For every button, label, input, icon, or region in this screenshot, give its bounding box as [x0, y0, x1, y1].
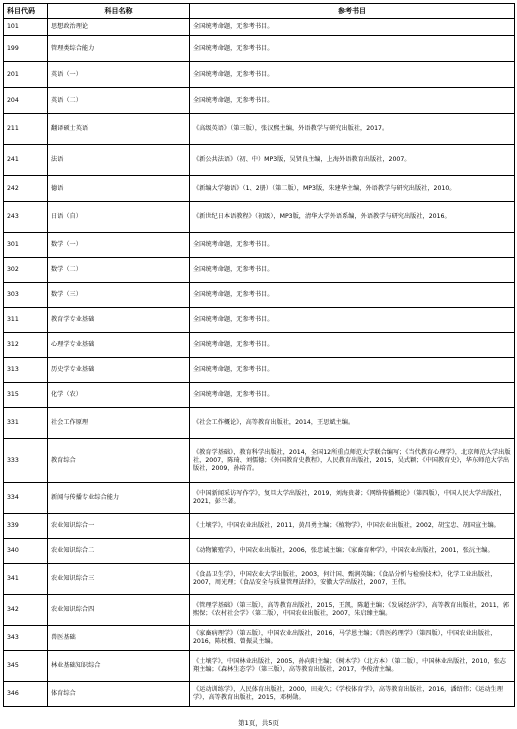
subject-code-cell: 211	[4, 114, 48, 145]
subject-code-cell: 101	[4, 19, 48, 36]
subject-name-cell: 社会工作原理	[48, 408, 190, 439]
subject-name-cell: 历史学专业基础	[48, 358, 190, 383]
subject-code-cell: 311	[4, 308, 48, 333]
table-row	[4, 439, 515, 483]
subject-code-cell: 199	[4, 36, 48, 62]
reference-cell: 《教育学基础》，教育科学出版社，2014，全国12所重点师范大学联合编写；《当代教育心理学》，北京师范大学出版社，2007，陈琦、刘儒德；《外国教育史教程》，人民教育出版社，2015，吴式颖；《中国教育史》，华东师范大学出版社，2009，孙培青。	[190, 439, 515, 483]
subject-code-cell: 343	[4, 626, 48, 651]
subject-code-cell: 313	[4, 358, 48, 383]
table-row	[4, 383, 515, 408]
subject-code-cell: 241	[4, 145, 48, 176]
subject-code-cell: 303	[4, 283, 48, 308]
subject-code-cell: 341	[4, 564, 48, 595]
subject-code-cell: 312	[4, 333, 48, 358]
subject-code-cell: 340	[4, 539, 48, 564]
subject-name-cell: 农业知识综合二	[48, 539, 190, 564]
subject-code-cell: 333	[4, 439, 48, 483]
subject-name-cell: 英语（二）	[48, 88, 190, 114]
table-row	[4, 202, 515, 233]
table-row	[4, 145, 515, 176]
table-row	[4, 595, 515, 626]
subject-name-cell: 农业知识综合三	[48, 564, 190, 595]
subject-code-cell: 345	[4, 651, 48, 682]
reference-cell: 《高级英语》（第三版），张汉熙主编，外语教学与研究出版社，2017。	[190, 114, 515, 145]
subject-name-cell: 德语	[48, 176, 190, 202]
subject-code-cell: 242	[4, 176, 48, 202]
reference-cell: 全国统考命题，无参考书目。	[190, 358, 515, 383]
reference-cell: 全国统考命题，无参考书目。	[190, 62, 515, 88]
table-row	[4, 564, 515, 595]
subject-name-cell: 英语（一）	[48, 62, 190, 88]
subject-name-cell: 化学（农）	[48, 383, 190, 408]
reference-cell: 《新公共法语》（初、中）MP3版，吴贤良主编，上海外语教育出版社，2007。	[190, 145, 515, 176]
subject-name-cell: 心理学专业基础	[48, 333, 190, 358]
table-row	[4, 539, 515, 564]
header-subject-name: 科目名称	[48, 4, 190, 19]
table-row	[4, 19, 515, 36]
subject-code-cell: 315	[4, 383, 48, 408]
header-subject-code: 科目代码	[4, 4, 48, 19]
subject-name-cell: 法语	[48, 145, 190, 176]
subject-name-cell: 翻译硕士英语	[48, 114, 190, 145]
subject-code-cell: 346	[4, 682, 48, 707]
subject-name-cell: 管理类综合能力	[48, 36, 190, 62]
subject-code-cell: 301	[4, 233, 48, 258]
table-row	[4, 358, 515, 383]
subject-name-cell: 数学（三）	[48, 283, 190, 308]
table-row	[4, 62, 515, 88]
reference-cell: 全国统考命题，无参考书目。	[190, 383, 515, 408]
subject-name-cell: 数学（一）	[48, 233, 190, 258]
reference-cell: 《土壤学》，中国农业出版社，2011，黄昌勇主编；《植物学》，中国农业出版社，2002，胡宝忠、胡国宣主编。	[190, 514, 515, 539]
reference-cell: 全国统考命题，无参考书目。	[190, 233, 515, 258]
reference-cell: 全国统考命题，无参考书目。	[190, 88, 515, 114]
table-row	[4, 651, 515, 682]
subject-name-cell: 兽医基础	[48, 626, 190, 651]
subject-code-cell: 334	[4, 483, 48, 514]
subject-name-cell: 农业知识综合一	[48, 514, 190, 539]
table-row	[4, 308, 515, 333]
table-row	[4, 258, 515, 283]
header-reference-books: 参考书目	[190, 4, 515, 19]
subject-name-cell: 新闻与传播专业综合能力	[48, 483, 190, 514]
subject-code-cell: 302	[4, 258, 48, 283]
table-row	[4, 682, 515, 707]
page-footer: 第1页，共5页	[238, 719, 279, 727]
subject-name-cell: 日语（自）	[48, 202, 190, 233]
reference-cell: 全国统考命题，无参考书目。	[190, 36, 515, 62]
reference-cell: 《管理学基础》（第三版），高等教育出版社，2015，王凯，陈超主编；《发展经济学》，高等教育出版社，2011，郭熙保；《农村社会学》（第二版），中国农业出版社，2007，朱启臻主编。	[190, 595, 515, 626]
reference-cell: 《土壤学》，中国林业出版社，2005，孙向阳主编；《树木学》（北方本）（第二版），中国林业出版社，2010，张志翔主编；《森林生态学》（第三版），高等教育出版社，2017，李俊清主编。	[190, 651, 515, 682]
table-row	[4, 283, 515, 308]
table-row	[4, 176, 515, 202]
table-row	[4, 626, 515, 651]
subject-name-cell: 教育综合	[48, 439, 190, 483]
table-row	[4, 88, 515, 114]
table-body	[4, 19, 515, 707]
reference-cell: 全国统考命题，无参考书目。	[190, 19, 515, 36]
subject-name-cell: 林业基础知识综合	[48, 651, 190, 682]
subject-code-cell: 201	[4, 62, 48, 88]
reference-cell: 《动物繁殖学》，中国农业出版社，2006，张忠诚主编；《家畜育种学》，中国农业出版社，2001，张沅主编。	[190, 539, 515, 564]
reference-cell: 《食品卫生学》，中国农业大学出版社，2003，何计国、甄润英编；《食品分析与检验技术》，化学工业出版社，2007，周光理；《食品安全与质量管理法律》，安徽大学出版社，2007，王伟。	[190, 564, 515, 595]
subject-name-cell: 数学（二）	[48, 258, 190, 283]
table-row	[4, 514, 515, 539]
reference-cell: 《家畜病理学》（第五版），中国农业出版社，2016，马学恩主编；《兽医药理学》（第四版），中国农业出版社，2016，陈杖榴、曾振灵主编。	[190, 626, 515, 651]
table-row	[4, 483, 515, 514]
subject-name-cell: 教育学专业基础	[48, 308, 190, 333]
reference-cell: 全国统考命题，无参考书目。	[190, 308, 515, 333]
subject-name-cell: 思想政治理论	[48, 19, 190, 36]
subject-code-cell: 204	[4, 88, 48, 114]
reference-cell: 全国统考命题，无参考书目。	[190, 258, 515, 283]
reference-cell: 《新编大学德语》（1、2册）（第二版），MP3版，朱建华主编，外语教学与研究出版社，2010。	[190, 176, 515, 202]
reference-book-table	[3, 3, 515, 707]
table-row	[4, 333, 515, 358]
reference-cell: 全国统考命题，无参考书目。	[190, 333, 515, 358]
table-row	[4, 114, 515, 145]
subject-code-cell: 342	[4, 595, 48, 626]
subject-code-cell: 243	[4, 202, 48, 233]
subject-code-cell: 331	[4, 408, 48, 439]
reference-cell: 《社会工作概论》，高等教育出版社，2014，王思斌主编。	[190, 408, 515, 439]
reference-cell: 《新世纪日本语教程》（初级），MP3版，清华大学外语系编，外语教学与研究出版社，2016。	[190, 202, 515, 233]
table-row	[4, 36, 515, 62]
table-row	[4, 233, 515, 258]
subject-code-cell: 339	[4, 514, 48, 539]
table-header-row	[4, 4, 515, 19]
reference-cell: 《中国新闻采访写作学》，复旦大学出版社，2019，刘海贵著；《网络传播概论》（第四版），中国人民大学出版社，2021，彭兰著。	[190, 483, 515, 514]
reference-cell: 全国统考命题，无参考书目。	[190, 283, 515, 308]
subject-name-cell: 农业知识综合四	[48, 595, 190, 626]
reference-cell: 《运动训练学》，人民体育出版社，2000，田麦久；《学校体育学》，高等教育出版社，2016，潘绍伟；《运动生理学》，高等教育出版社，2015，邓树勋。	[190, 682, 515, 707]
table-row	[4, 408, 515, 439]
subject-name-cell: 体育综合	[48, 682, 190, 707]
